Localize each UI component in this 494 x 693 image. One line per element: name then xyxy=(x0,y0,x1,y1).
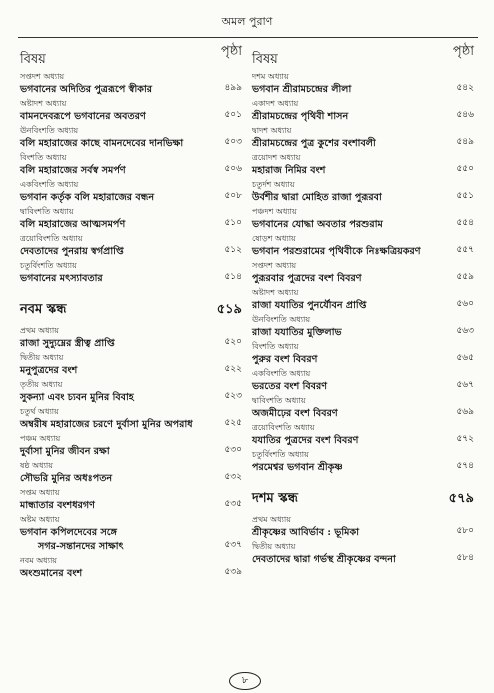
chapter-label: একাদশ অধ্যায় xyxy=(252,99,299,108)
page-ref: ৫৩২ xyxy=(224,472,242,482)
section-title: নবম স্কন্ধ xyxy=(20,302,67,317)
chapter-label: তৃতীয় অধ্যায় xyxy=(20,380,63,389)
chapter-title: সৌভরি মুনির অধঃপতন xyxy=(20,473,113,484)
chapter-title: পুরুর বংশ বিবরণ xyxy=(252,354,318,365)
page-ref: ৫৬৯ xyxy=(456,407,474,417)
page-heading: পৃষ্ঠা xyxy=(220,44,242,59)
page-ref: ৫১৪ xyxy=(224,272,242,282)
toc-entry xyxy=(252,286,474,313)
chapter-title: অংশুমানের বংশ xyxy=(20,568,83,579)
page-ref: ৫৭২ xyxy=(456,434,474,444)
page-ref: ৫৮০ xyxy=(456,526,474,536)
chapter-label: ত্রয়োদশ অধ্যায় xyxy=(252,153,301,162)
page-ref: ৫৫৭ xyxy=(456,245,474,255)
chapter-label: সপ্তদশ অধ্যায় xyxy=(252,261,297,270)
chapter-label: অষ্টম অধ্যায় xyxy=(20,515,60,524)
chapter-label: দ্বাবিংশতি অধ্যায় xyxy=(20,207,74,216)
chapter-title: শ্রীরামচন্দ্রের পৃথিবী শাসন xyxy=(252,111,349,122)
toc-left-column xyxy=(20,40,242,581)
toc-entry xyxy=(20,378,242,405)
chapter-title: বলি মহারাজের আত্মসমর্পণ xyxy=(20,219,126,230)
page-ref: ৫৭৪ xyxy=(456,461,474,471)
chapter-label: দশম অধ্যায় xyxy=(252,72,289,81)
page-ref: ৫০১ xyxy=(224,110,242,120)
chapter-title: ভরতের বংশ বিবরণ xyxy=(252,381,328,392)
section-page: ৫৭৯ xyxy=(448,491,474,506)
header-divider xyxy=(18,37,478,38)
chapter-label: চতুর্বিংশতি অধ্যায় xyxy=(252,450,309,459)
section-heading-canto-10 xyxy=(252,483,474,513)
toc-entry xyxy=(20,205,242,232)
chapter-title: পুরূরবার পুত্রদের বংশ বিবরণ xyxy=(252,273,362,284)
toc-entry xyxy=(20,324,242,351)
chapter-title: রাজা যযাতির পুনর্যৌবন প্রাপ্তি xyxy=(252,300,367,311)
chapter-title: অম্বরীষ মহারাজের চরণে দুর্বাসা মুনির অপরাধ xyxy=(20,419,193,430)
left-column-header xyxy=(20,40,242,70)
page-ref: ৫৩৯ xyxy=(224,567,242,577)
chapter-title: ভগবানের মৎস্যাবতার xyxy=(20,273,103,284)
chapter-label: ত্রয়োবিংশতি অধ্যায় xyxy=(252,423,315,432)
chapter-label: দ্বিতীয় অধ্যায় xyxy=(252,542,296,551)
toc-entry xyxy=(20,178,242,205)
chapter-title: মহারাজ নিমির বংশ xyxy=(252,165,326,176)
page-ref: ৫০৮ xyxy=(224,191,242,201)
toc-entry xyxy=(20,513,242,554)
chapter-title: ভগবান কর্তৃক বলি মহারাজের বন্ধন xyxy=(20,192,155,203)
page-ref: ৫২৩ xyxy=(224,391,242,401)
chapter-label: একবিংশতি অধ্যায় xyxy=(20,180,79,189)
toc-entry xyxy=(20,232,242,259)
toc-entry xyxy=(252,394,474,421)
toc-entry xyxy=(252,205,474,232)
chapter-title: মান্ধাতার বংশধরগণ xyxy=(20,500,95,511)
page-ref: ৫৩৫ xyxy=(224,499,242,509)
chapter-label: দ্বিতীয় অধ্যায় xyxy=(20,353,64,362)
chapter-title: মনুপুত্রদের বংশ xyxy=(20,365,78,376)
toc-entry xyxy=(252,97,474,124)
page-ref: ৫৩০ xyxy=(224,445,242,455)
page-ref: ৫২৫ xyxy=(224,418,242,428)
toc-entry xyxy=(252,448,474,475)
page-ref: ৫৬০ xyxy=(456,299,474,309)
page-ref: ৫৫৪ xyxy=(456,218,474,228)
page-ref: ৫৬৫ xyxy=(456,353,474,363)
page-ref: ৫৪৯ xyxy=(456,137,474,147)
chapter-title: রাজা সুদ্যুম্নের স্ত্রীত্ব প্রাপ্তি xyxy=(20,338,115,349)
page-number: ৮ xyxy=(229,672,261,690)
toc-entry xyxy=(252,540,474,567)
page-ref: ৫৪৬ xyxy=(456,110,474,120)
toc-entry xyxy=(20,459,242,486)
toc-entry xyxy=(252,151,474,178)
subject-heading: বিষয় xyxy=(20,52,46,67)
chapter-label: ত্রয়োবিংশতি অধ্যায় xyxy=(20,234,83,243)
toc-entry xyxy=(20,405,242,432)
page-ref: ৫১০ xyxy=(224,218,242,228)
chapter-title: উর্বশীর দ্বারা মোহিত রাজা পুরূরবা xyxy=(252,192,382,203)
chapter-label: চতুর্থ অধ্যায় xyxy=(20,407,59,416)
page-heading: পৃষ্ঠা xyxy=(452,44,474,59)
chapter-label: অষ্টাদশ অধ্যায় xyxy=(20,99,67,108)
chapter-label: দ্বাদশ অধ্যায় xyxy=(252,126,292,135)
page-ref: ৫৩৭ xyxy=(224,540,242,550)
toc-entry xyxy=(20,151,242,178)
chapter-label: পঞ্চদশ অধ্যায় xyxy=(252,207,297,216)
page-ref: ৫৫৯ xyxy=(456,272,474,282)
toc-entry xyxy=(252,124,474,151)
right-column-header xyxy=(252,40,474,70)
page-ref: ৫০৬ xyxy=(224,164,242,174)
toc-entry xyxy=(20,554,242,581)
page-ref: ৫০৩ xyxy=(224,137,242,147)
toc-right-column xyxy=(252,40,474,567)
page-ref: ৫২২ xyxy=(224,364,242,374)
toc-entry xyxy=(252,232,474,259)
chapter-label: ঊনবিংশতি অধ্যায় xyxy=(20,126,79,135)
toc-entry xyxy=(252,70,474,97)
chapter-title: ভগবান শ্রীরামচন্দ্রের লীলা xyxy=(252,84,352,95)
toc-entry xyxy=(20,486,242,513)
toc-entry xyxy=(252,313,474,340)
page-ref: ৫৬৩ xyxy=(456,326,474,336)
chapter-label: ষষ্ঠ অধ্যায় xyxy=(20,461,53,470)
toc-entry xyxy=(20,124,242,151)
toc-entry xyxy=(252,367,474,394)
section-heading-canto-9 xyxy=(20,294,242,324)
chapter-label: প্রথম অধ্যায় xyxy=(252,515,291,524)
page-header-title: অমল পুরাণ xyxy=(221,15,273,28)
chapter-label: চতুর্বিংশতি অধ্যায় xyxy=(20,261,77,270)
chapter-label: ষোড়শ অধ্যায় xyxy=(252,234,296,243)
chapter-title: রাজা যযাতির মুক্তিলাভ xyxy=(252,327,342,338)
toc-entry xyxy=(20,432,242,459)
toc-entry xyxy=(20,259,242,286)
toc-entry xyxy=(20,97,242,124)
chapter-title: শ্রীরামচন্দ্রের পুত্র কুশের বংশাবলী xyxy=(252,138,376,149)
chapter-label: দ্বাবিংশতি অধ্যায় xyxy=(252,396,306,405)
page-ref: ৫৫১ xyxy=(456,191,474,201)
chapter-title: সুকন্যা এবং চ্যবন মুনির বিবাহ xyxy=(20,392,134,403)
toc-entry xyxy=(252,340,474,367)
chapter-label: সপ্তম অধ্যায় xyxy=(20,488,60,497)
chapter-label: একবিংশতি অধ্যায় xyxy=(252,369,311,378)
chapter-title: শ্রীকৃষ্ণের আবির্ভাব : ভূমিকা xyxy=(252,527,359,538)
chapter-title: দেবতাদের পুনরায় স্বর্গপ্রাপ্তি xyxy=(20,246,124,257)
chapter-title: অজমীঢ়ের বংশ বিবরণ xyxy=(252,408,338,419)
chapter-label: বিংশতি অধ্যায় xyxy=(252,342,299,351)
toc-entry xyxy=(252,421,474,448)
chapter-label: সপ্তদশ অধ্যায় xyxy=(20,72,65,81)
page-ref: ৫৫০ xyxy=(456,164,474,174)
chapter-title: ভগবানের যোদ্ধা অবতার পরশুরাম xyxy=(252,219,383,230)
toc-entry xyxy=(20,351,242,378)
page-ref: ৫২০ xyxy=(224,337,242,347)
chapter-title-continued: সগর-সন্তানদের সাক্ষাৎ xyxy=(38,541,124,552)
chapter-label: চতুর্দশ অধ্যায় xyxy=(252,180,295,189)
toc-entry xyxy=(252,178,474,205)
chapter-label: পঞ্চম অধ্যায় xyxy=(20,434,61,443)
page-ref: ৫৬৭ xyxy=(456,380,474,390)
chapter-title: যযাতির পুত্রদের বংশ বিবরণ xyxy=(252,435,359,446)
page-ref: ৫৪২ xyxy=(456,83,474,93)
chapter-title: বলি মহারাজের কাছে বামনদেবের দানভিক্ষা xyxy=(20,138,184,149)
page-ref: ৫৮৪ xyxy=(456,553,474,563)
chapter-title: বামনদেবরূপে ভগবানের অবতরণ xyxy=(20,111,146,122)
section-title: দশম স্কন্ধ xyxy=(252,491,298,506)
chapter-label: প্রথম অধ্যায় xyxy=(20,326,59,335)
toc-entry xyxy=(252,259,474,286)
chapter-title: ভগবান পরশুরামের পৃথিবীকে নিঃক্ষত্রিয়করণ xyxy=(252,246,421,257)
chapter-label: ঊনবিংশতি অধ্যায় xyxy=(252,315,311,324)
chapter-title: ভগবান কপিলদেবের সঙ্গে xyxy=(20,527,118,538)
chapter-title: দেবতাদের দ্বারা গর্ভস্থ শ্রীকৃষ্ণের বন্দনা xyxy=(252,554,396,565)
toc-entry xyxy=(20,70,242,97)
page-ref: ৪৯৯ xyxy=(224,83,242,93)
chapter-label: নবম অধ্যায় xyxy=(20,556,57,565)
chapter-title: পরমেশ্বর ভগবান শ্রীকৃষ্ণ xyxy=(252,462,343,473)
chapter-title: বলি মহারাজের সর্বস্ব সমর্পণ xyxy=(20,165,126,176)
chapter-label: অষ্টাদশ অধ্যায় xyxy=(252,288,299,297)
subject-heading: বিষয় xyxy=(252,52,278,67)
toc-entry xyxy=(252,513,474,540)
chapter-title: দুর্বাসা মুনির জীবন রক্ষা xyxy=(20,446,110,457)
chapter-title: ভগবানের অদিতির পুত্ররূপে স্বীকার xyxy=(20,84,153,95)
page-ref: ৫১২ xyxy=(224,245,242,255)
chapter-label: বিংশতি অধ্যায় xyxy=(20,153,67,162)
section-page: ৫১৯ xyxy=(216,302,242,317)
